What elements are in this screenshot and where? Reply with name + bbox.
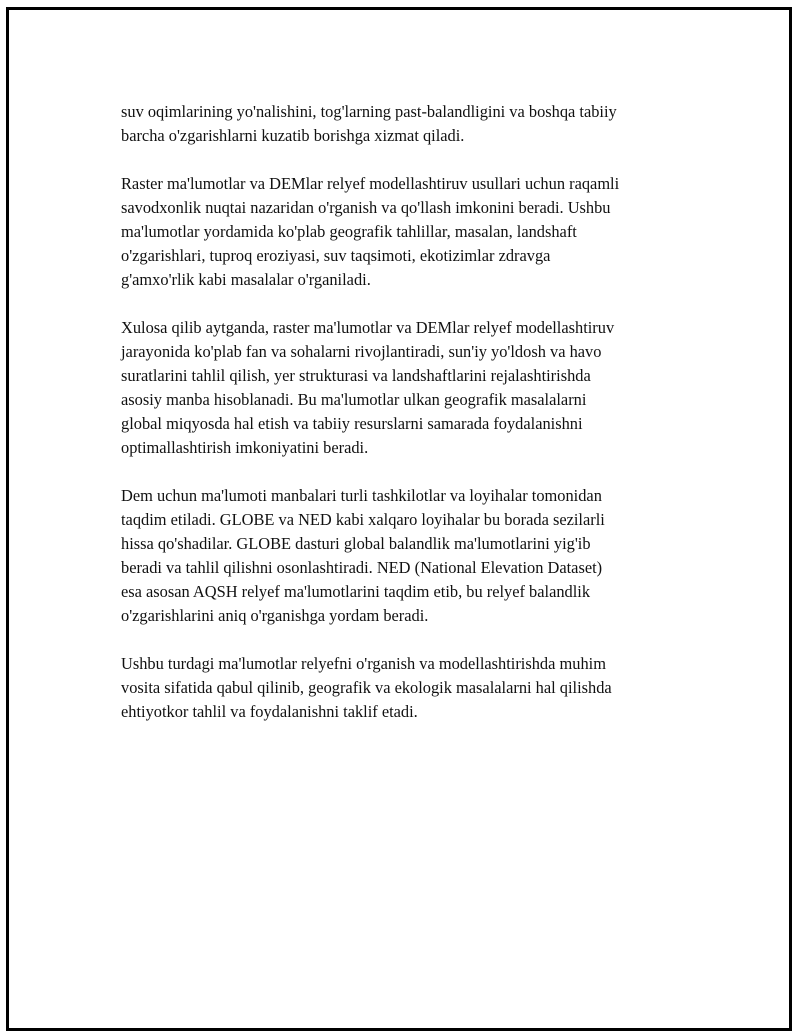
text-line: Raster ma'lumotlar va DEMlar relyef modellashtiruv usullari uchun raqamli bbox=[121, 174, 620, 193]
document-body bbox=[121, 100, 691, 748]
text-line: g'amxo'rlik kabi masalalar o'rganiladi. bbox=[121, 270, 371, 289]
paragraph-1 bbox=[121, 100, 691, 148]
text-line: taqdim etiladi. GLOBE va NED kabi xalqaro loyihalar bu borada sezilarli bbox=[121, 510, 605, 529]
text-line: suratlarini tahlil qilish, yer strukturasi va landshaftlarini rejalashtirishda bbox=[121, 366, 591, 385]
text-line: asosiy manba hisoblanadi. Bu ma'lumotlar ulkan geografik masalalarni bbox=[121, 390, 587, 409]
text-line: esa asosan AQSH relyef ma'lumotlarini taqdim etib, bu relyef balandlik bbox=[121, 582, 591, 601]
page-frame bbox=[6, 7, 792, 1031]
text-line: hissa qo'shadilar. GLOBE dasturi global balandlik ma'lumotlarini yig'ib bbox=[121, 534, 591, 553]
paragraph-2 bbox=[121, 172, 691, 292]
text-line: Ushbu turdagi ma'lumotlar relyefni o'rganish va modellashtirishda muhim bbox=[121, 654, 606, 673]
text-line: o'zgarishlarini aniq o'rganishga yordam beradi. bbox=[121, 606, 429, 625]
text-line: beradi va tahlil qilishni osonlashtiradi. NED (National Elevation Dataset) bbox=[121, 558, 603, 577]
text-line: o'zgarishlari, tuproq eroziyasi, suv taqsimoti, ekotizimlar zdravga bbox=[121, 246, 551, 265]
paragraph-4 bbox=[121, 484, 691, 628]
text-line: vosita sifatida qabul qilinib, geografik va ekologik masalalarni hal qilishda bbox=[121, 678, 612, 697]
text-line: barcha o'zgarishlarni kuzatib borishga xizmat qiladi. bbox=[121, 126, 465, 145]
paragraph-3 bbox=[121, 316, 691, 460]
text-line: global miqyosda hal etish va tabiiy resurslarni samarada foydalanishni bbox=[121, 414, 583, 433]
text-line: optimallashtirish imkoniyatini beradi. bbox=[121, 438, 369, 457]
text-line: ehtiyotkor tahlil va foydalanishni taklif etadi. bbox=[121, 702, 418, 721]
text-line: Xulosa qilib aytganda, raster ma'lumotlar va DEMlar relyef modellashtiruv bbox=[121, 318, 615, 337]
text-line: suv oqimlarining yo'nalishini, tog'larning past-balandligini va boshqa tabiiy bbox=[121, 102, 617, 121]
text-line: jarayonida ko'plab fan va sohalarni rivojlantiradi, sun'iy yo'ldosh va havo bbox=[121, 342, 602, 361]
text-line: ma'lumotlar yordamida ko'plab geografik tahlillar, masalan, landshaft bbox=[121, 222, 577, 241]
paragraph-5 bbox=[121, 652, 691, 724]
text-line: Dem uchun ma'lumoti manbalari turli tashkilotlar va loyihalar tomonidan bbox=[121, 486, 602, 505]
text-line: savodxonlik nuqtai nazaridan o'rganish va qo'llash imkonini beradi. Ushbu bbox=[121, 198, 611, 217]
